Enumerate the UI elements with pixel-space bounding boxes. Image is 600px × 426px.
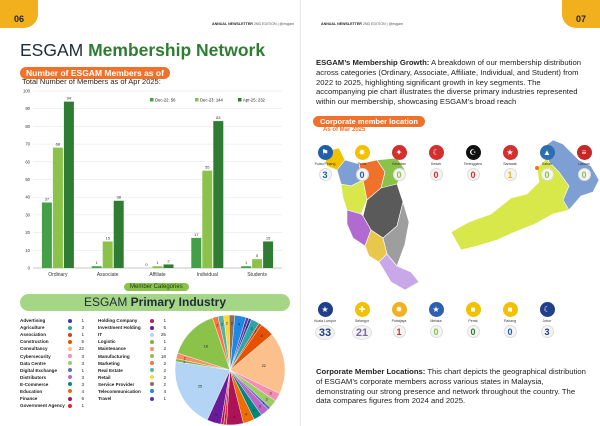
state-member-count: 0 — [430, 168, 443, 181]
legend-label: Apr-25: 232 — [243, 97, 265, 103]
pie-value-label: 5 — [260, 333, 263, 338]
state-flag-icon: ✚ — [355, 302, 370, 317]
bar — [42, 203, 52, 268]
pie-value-label: 2 — [183, 356, 186, 361]
industry-count: 25 — [160, 332, 166, 338]
y-tick-label: 20 — [25, 230, 30, 236]
state-item — [453, 145, 493, 181]
state-flag-icon: ☪ — [466, 145, 481, 160]
pie-value-label: 1 — [222, 414, 225, 419]
pie-value-label: 5 — [215, 413, 218, 418]
industry-legend-item — [20, 352, 84, 359]
state-member-count: 3 — [319, 168, 332, 181]
bar — [263, 241, 273, 268]
para2-heading: Corporate Member Locations: — [316, 367, 426, 376]
pie-value-label: 22 — [261, 363, 266, 368]
state-name: Johor — [542, 319, 552, 323]
industry-count: 1 — [163, 396, 166, 402]
industry-name: Investment Holding — [98, 325, 141, 331]
industry-pie-chart — [160, 310, 300, 426]
industry-count: 3 — [81, 325, 84, 331]
state-name: Kedah — [430, 162, 442, 166]
industry-count: 2 — [163, 381, 166, 387]
bar-value-label: 2 — [167, 258, 170, 264]
state-flag-icon: ■ — [466, 302, 481, 317]
industry-name: Holding Company — [98, 318, 138, 324]
state-flag-icon: ★ — [503, 145, 518, 160]
y-tick-label: 80 — [25, 123, 30, 129]
y-tick-label: 100 — [23, 88, 30, 94]
category-label: Affiliate — [149, 272, 166, 278]
industry-legend-item — [20, 395, 84, 402]
industry-legend-item — [98, 395, 166, 402]
bar-value-label: 1 — [244, 260, 248, 266]
chart-subtitle: Total Number of Members as of Apr 2025: — [22, 77, 161, 86]
bar — [164, 264, 174, 268]
bar-value-label: 94 — [66, 95, 72, 101]
legend-label: Dec-23: 144 — [200, 97, 223, 103]
industry-color-dot — [150, 389, 154, 393]
industry-count: 6 — [81, 396, 84, 402]
y-tick-label: 30 — [25, 212, 30, 218]
industry-legend-item — [20, 338, 84, 345]
industry-legend-item — [98, 381, 166, 388]
para2-body: This chart depicts the geographical distribution of ESGAM’s corporate members across various states in Malaysia, demonstrating our strong presence and network throughout the country. The data compares figures from 2024 and 2025. — [316, 367, 586, 406]
y-tick-label: 40 — [25, 194, 30, 200]
industry-legend-item — [20, 388, 84, 395]
y-tick-label: 0 — [27, 265, 30, 271]
state-name: Melaka — [430, 319, 442, 323]
chart-heading-pill: Number of ESGAM Members as of — [20, 67, 170, 79]
industry-count: 3 — [81, 353, 84, 359]
industry-color-dot — [150, 319, 154, 323]
industry-count: 4 — [163, 388, 166, 394]
industry-color-dot — [68, 340, 72, 344]
industry-color-dot — [150, 368, 154, 372]
state-item — [527, 145, 567, 181]
legend-swatch — [150, 98, 154, 102]
bar-value-label: 37 — [44, 196, 50, 202]
state-flag-icon: ⚑ — [318, 145, 333, 160]
bar — [252, 259, 262, 268]
pie-value-label: 4 — [245, 412, 248, 417]
industry-title-bold: Primary Industry — [130, 295, 227, 309]
y-tick-label: 90 — [25, 106, 30, 112]
pie-value-label: 1 — [254, 329, 257, 334]
industry-legend-item — [98, 388, 166, 395]
pie-value-label: 1 — [243, 324, 246, 329]
category-label: Ordinary — [48, 272, 68, 278]
industry-name: Maintenance — [98, 346, 126, 352]
state-flag-icon: ☾ — [540, 302, 555, 317]
pie-value-label: 2 — [225, 321, 229, 326]
industry-legend-item — [20, 381, 84, 388]
state-name: Perlis — [357, 162, 367, 166]
industry-name: Manufacturing — [98, 353, 130, 359]
location-asof: As of Mar 2025 — [323, 127, 366, 133]
pie-value-label: 4 — [237, 322, 241, 327]
bar — [213, 121, 223, 268]
state-member-count: 0 — [356, 168, 369, 181]
state-flag-icon: ★ — [429, 302, 444, 317]
state-item — [527, 302, 567, 338]
industry-name: Marketing — [98, 360, 120, 366]
industry-color-dot — [150, 361, 154, 365]
state-name: Pulau Pinang — [314, 162, 336, 166]
y-tick-label: 50 — [25, 177, 30, 182]
legend-swatch — [195, 98, 199, 102]
industry-color-dot — [68, 368, 72, 372]
industry-name: Travel — [98, 396, 112, 402]
state-flag-icon: ≡ — [577, 145, 592, 160]
industry-name: Real Estate — [98, 367, 123, 373]
industry-name: IT — [98, 332, 103, 338]
state-name: Sabah — [541, 162, 553, 166]
state-member-count: 3 — [541, 325, 554, 338]
bar-value-label: 15 — [265, 235, 271, 241]
industry-count: 1 — [81, 367, 84, 373]
industry-legend-item — [20, 331, 84, 338]
pie-value-label: 1 — [246, 324, 249, 329]
industry-legend-item — [98, 360, 166, 367]
industry-legend-item — [98, 367, 166, 374]
industry-name: Distributors — [20, 374, 47, 380]
industry-legend-item — [20, 324, 84, 331]
industry-legend-item — [98, 352, 166, 359]
newsletter-name: ANNUAL NEWSLETTER — [211, 22, 253, 26]
industry-color-dot — [68, 326, 72, 330]
state-member-count: 0 — [467, 325, 480, 338]
state-flag-icon: ★ — [318, 302, 333, 317]
state-member-count: 0 — [578, 168, 591, 181]
bar-value-label: 68 — [55, 141, 61, 147]
page-number-right: 07 — [562, 0, 600, 28]
industry-legend-item — [20, 317, 84, 324]
industry-banner — [20, 294, 290, 311]
industry-legend-item — [98, 345, 166, 352]
industry-color-dot — [150, 382, 154, 386]
bar — [241, 266, 251, 268]
pie-value-label: 3 — [269, 391, 272, 396]
state-name: Selangor — [354, 319, 369, 323]
bar-value-label: 38 — [116, 194, 121, 200]
state-item — [342, 145, 382, 181]
industry-name: Agriculture — [20, 325, 45, 331]
industry-color-dot — [150, 354, 154, 358]
industry-count: 4 — [81, 388, 84, 394]
industry-name: Advertising — [20, 318, 46, 324]
state-member-count: 0 — [504, 325, 517, 338]
pie-value-label: 1 — [182, 359, 186, 364]
industry-name: Government Agency — [20, 403, 65, 409]
industry-color-dot — [150, 326, 154, 330]
state-flag-icon: ✦ — [392, 145, 407, 160]
industry-name: Service Provider — [98, 381, 135, 387]
industry-legend-col2 — [98, 317, 166, 402]
y-tick-label: 70 — [25, 141, 30, 147]
state-member-count: 33 — [315, 325, 335, 340]
industry-color-dot — [68, 347, 72, 351]
state-item — [453, 302, 493, 338]
state-item — [379, 302, 419, 338]
state-item — [490, 302, 530, 338]
industry-color-dot — [150, 333, 154, 337]
industry-name: Telecommunication — [98, 388, 141, 394]
pie-value-label: 3 — [250, 326, 253, 331]
industry-color-dot — [68, 361, 72, 365]
pie-value-label: 3 — [258, 404, 261, 409]
member-locations-paragraph — [316, 367, 591, 406]
industry-count: 2 — [163, 374, 166, 380]
bar-value-label: 1 — [95, 260, 98, 266]
pie-value-label: 6 — [233, 414, 236, 419]
industry-count: 3 — [81, 381, 84, 387]
page-number-left: 06 — [0, 0, 38, 28]
state-name: Sarawak — [503, 162, 517, 166]
state-name: Kuala Lumpur — [314, 319, 336, 323]
industry-name: Education — [20, 388, 43, 394]
bar — [191, 238, 201, 268]
state-flag-icon: ■ — [503, 302, 518, 317]
pie-value-label: 2 — [216, 323, 219, 328]
industry-count: 22 — [78, 346, 84, 352]
bar-value-label: 0 — [145, 262, 148, 267]
pie-value-label: 1 — [262, 401, 265, 406]
state-member-count: 0 — [541, 168, 554, 181]
industry-color-dot — [150, 340, 154, 344]
state-flag-icon: ▲ — [540, 145, 555, 160]
state-item — [305, 302, 345, 340]
industry-color-dot — [68, 389, 72, 393]
state-name: Labuan — [578, 162, 590, 166]
state-member-count: 0 — [393, 168, 406, 181]
bar — [53, 148, 63, 268]
bar-value-label: 15 — [105, 235, 110, 241]
industry-legend-item — [20, 360, 84, 367]
state-flag-icon: ✹ — [392, 302, 407, 317]
newsletter-edition-right: 2ND EDITION | @esgam — [361, 22, 404, 26]
state-item — [379, 145, 419, 181]
para1-heading: ESGAM’s Membership Growth: — [316, 58, 430, 67]
industry-count: 1 — [81, 403, 84, 409]
pie-value-label: 3 — [265, 397, 268, 402]
industry-legend-item — [20, 402, 84, 409]
industry-legend-item — [98, 374, 166, 381]
industry-legend-item — [98, 324, 166, 331]
industry-name: Digital Exchange — [20, 367, 58, 373]
bar — [92, 266, 102, 268]
industry-legend-item — [20, 345, 84, 352]
bar-value-label: 83 — [216, 115, 221, 121]
industry-name: Retail — [98, 374, 111, 380]
industry-color-dot — [68, 404, 72, 408]
industry-color-dot — [150, 397, 154, 401]
state-item — [416, 302, 456, 338]
state-member-count: 1 — [504, 168, 517, 181]
industry-color-dot — [68, 333, 72, 337]
pie-value-label: 2 — [221, 322, 224, 327]
state-member-count: 1 — [393, 325, 406, 338]
industry-color-dot — [68, 319, 72, 323]
right-page — [300, 0, 600, 426]
industry-name: Construction — [20, 339, 49, 345]
pie-value-label: 18 — [203, 344, 208, 349]
industry-count: 2 — [163, 367, 166, 373]
bar — [64, 102, 74, 268]
para1-body: A breakdown of our membership distribution across categories (Ordinary, Associate, Affiliate, Individual, and Student) from 2022 to 2025, highlighting significant growth in key segments. The accompanying pie chart illustrates the diverse primary industries represented within our membership, showcasing ESGAM’s broad reach — [316, 58, 582, 107]
industry-color-dot — [68, 354, 72, 358]
industry-title-plain: ESGAM — [83, 295, 131, 309]
bar — [103, 241, 113, 268]
industry-count: 1 — [163, 318, 166, 324]
title-bold: Membership Network — [88, 40, 266, 60]
pie-value-label: 25 — [197, 384, 203, 389]
industry-count: 1 — [81, 318, 84, 324]
industry-count: 1 — [81, 332, 84, 338]
state-item — [490, 145, 530, 181]
bar-value-label: 5 — [255, 253, 259, 259]
category-label: Individual — [196, 272, 218, 278]
industry-count: 2 — [163, 346, 166, 352]
state-flag-icon: ✹ — [355, 145, 370, 160]
newsletter-edition: 2ND EDITION | @esgam — [252, 22, 294, 26]
industry-name: Data Centre — [20, 360, 46, 366]
bar-value-label: 1 — [156, 260, 159, 266]
pie-value-label: 1 — [224, 414, 227, 419]
category-label: Associate — [96, 272, 119, 278]
member-categories-label: Member Categories — [124, 283, 189, 291]
industry-legend-item — [98, 338, 166, 345]
bar-value-label: 17 — [194, 231, 199, 237]
industry-name: E-Commerce — [20, 381, 49, 387]
bar-value-label: 55 — [205, 164, 210, 170]
industry-name: Logistic — [98, 339, 116, 345]
state-item — [416, 145, 456, 181]
industry-legend-item — [98, 331, 166, 338]
legend-label: Dec-22: 56 — [155, 97, 176, 103]
pie-value-label: 2 — [230, 321, 233, 326]
industry-count: 5 — [163, 325, 166, 331]
industry-color-dot — [150, 375, 154, 379]
location-heading-pill: Corporate member location — [313, 116, 425, 127]
pie-value-label: 3 — [252, 408, 255, 413]
map-state — [341, 180, 367, 214]
state-item — [564, 145, 600, 181]
industry-color-dot — [68, 382, 72, 386]
industry-count: 18 — [160, 353, 166, 359]
state-name: Kelantan — [392, 162, 406, 166]
state-flag-icon: ☾ — [429, 145, 444, 160]
title-plain: ESGAM — [20, 40, 89, 60]
state-item — [305, 145, 345, 181]
y-tick-label: 10 — [25, 247, 30, 253]
industry-color-dot — [68, 375, 72, 379]
state-name: Pahang — [503, 319, 517, 323]
state-name: Perak — [468, 319, 478, 323]
industry-name: Cybersecurity — [20, 353, 51, 359]
bar — [202, 171, 212, 268]
industry-count: 2 — [163, 360, 166, 366]
industry-legend-col1 — [20, 317, 84, 409]
industry-legend-item — [98, 317, 166, 324]
industry-name: Finance — [20, 396, 38, 402]
state-member-count: 21 — [352, 325, 372, 340]
state-item — [342, 302, 382, 340]
industry-count: 3 — [81, 360, 84, 366]
state-member-count: 0 — [467, 168, 480, 181]
industry-count: 3 — [81, 374, 84, 380]
industry-count: 5 — [81, 339, 84, 345]
state-member-count: 0 — [430, 325, 443, 338]
industry-color-dot — [150, 347, 154, 351]
industry-name: Consultancy — [20, 346, 48, 352]
industry-name: Association — [20, 332, 47, 338]
industry-legend-item — [20, 367, 84, 374]
newsletter-name-right: ANNUAL NEWSLETTER — [321, 22, 362, 26]
industry-color-dot — [68, 397, 72, 401]
y-tick-label: 60 — [25, 159, 30, 165]
bar — [114, 201, 124, 268]
membership-bar-chart — [0, 0, 300, 300]
industry-legend-item — [20, 374, 84, 381]
state-name: Putrajaya — [391, 319, 407, 323]
bar — [153, 266, 163, 268]
industry-count: 1 — [163, 339, 166, 345]
state-name: Terengganu — [463, 162, 483, 166]
legend-swatch — [238, 98, 242, 102]
category-label: Students — [247, 272, 267, 278]
